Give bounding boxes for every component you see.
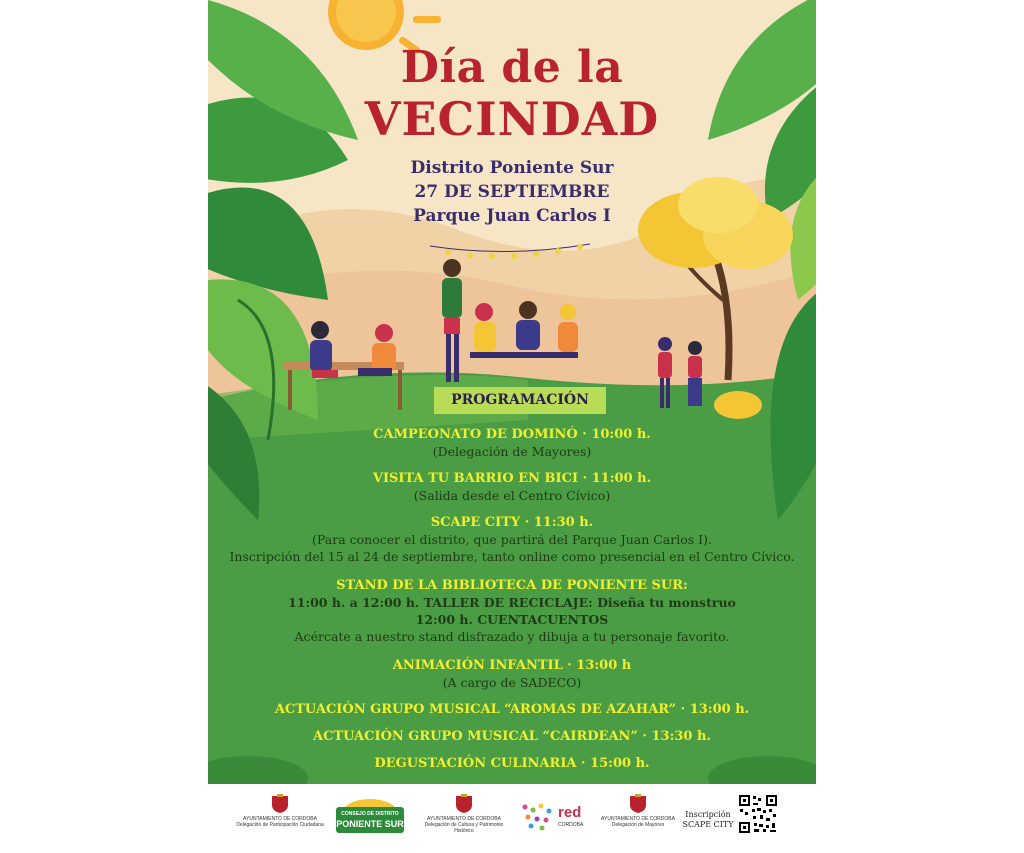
- logo-line1: AYUNTAMIENTO DE CORDOBA: [427, 816, 501, 822]
- program-item-heading: ANIMACIÓN INFANTIL · 13:00 h: [392, 658, 632, 673]
- program-item-detail: (Delegación de Mayores): [432, 444, 592, 459]
- poster-title-line2: VECINDAD: [364, 92, 660, 146]
- program-item: [208, 728, 816, 745]
- program-item-heading: CAMPEONATO DE DOMINÓ · 10:00 h.: [373, 427, 651, 442]
- city-shield-icon: [455, 794, 473, 814]
- logo-line2: PONIENTE SUR: [336, 819, 404, 829]
- program-item: [208, 514, 816, 565]
- logo-line2: Delegación de Mayores: [611, 822, 665, 828]
- event-date: 27 DE SEPTIEMBRE: [414, 182, 610, 202]
- logo-sub: CORDOBA: [558, 822, 584, 828]
- logo-line2: Delegación de Participación Ciudadana: [236, 822, 324, 828]
- event-venue: Parque Juan Carlos I: [413, 206, 611, 226]
- program-item-detail: Acércate a nuestro stand disfrazado y dibuja a tu personaje favorito.: [294, 629, 730, 644]
- program-item-detail: (Para conocer el distrito, que partirá del Parque Juan Carlos I).: [312, 532, 712, 547]
- program-item-heading: ACTUACIÓN GRUPO MUSICAL “AROMAS DE AZAHAR” · 13:00 h.: [274, 702, 750, 717]
- programacion-label: PROGRAMACIÓN: [434, 387, 606, 414]
- dots-pattern-icon: [520, 802, 554, 832]
- program-item: [208, 426, 816, 460]
- ayuntamiento-cultura-logo: [418, 794, 510, 834]
- poster-title-line1: Día de la: [400, 42, 624, 93]
- program-item: [208, 577, 816, 645]
- program-item-heading: STAND DE LA BIBLIOTECA DE PONIENTE SUR:: [336, 578, 688, 593]
- program-item-bold-detail: 11:00 h. a 12:00 h. TALLER DE RECICLAJE: Diseña tu monstruo: [288, 595, 736, 610]
- consejo-distrito-logo: [334, 797, 406, 835]
- program-item-detail: (A cargo de SADECO): [442, 675, 582, 690]
- program-item-heading: VISITA TU BARRIO EN BICI · 11:00 h.: [372, 471, 652, 486]
- ayuntamiento-mayores-logo: [598, 794, 678, 828]
- red-cordoba-logo: [520, 802, 590, 834]
- district-name: Distrito Poniente Sur: [410, 158, 614, 178]
- logo-line1: AYUNTAMIENTO DE CORDOBA: [601, 816, 675, 822]
- event-poster: [208, 0, 816, 784]
- program-item: [208, 657, 816, 691]
- program-item: [208, 701, 816, 718]
- scape-city-registration: [682, 810, 734, 830]
- sponsor-footer: [208, 784, 816, 853]
- program-item: [208, 470, 816, 504]
- scape-line2: SCAPE CITY: [682, 820, 734, 829]
- program-item-heading: DEGUSTACIÓN CULINARIA · 15:00 h.: [374, 756, 650, 771]
- program-item-detail: Inscripción del 15 al 24 de septiembre, tanto online como presencial en el Centro Cívico.: [229, 549, 795, 564]
- program-item-detail: (Salida desde el Centro Cívico): [413, 488, 611, 503]
- program-item-heading: SCAPE CITY · 11:30 h.: [430, 515, 594, 530]
- city-shield-icon: [629, 794, 647, 814]
- logo-line1: AYUNTAMIENTO DE CORDOBA: [243, 816, 317, 822]
- logo-line1: CONSEJO DE DISTRITO: [341, 811, 399, 817]
- qr-code-icon[interactable]: [738, 794, 778, 834]
- logo-line2: Delegación de Cultura y Patrimonio Histórico: [424, 822, 504, 834]
- scape-line1: Inscripción: [685, 810, 731, 819]
- program-item: [208, 755, 816, 772]
- logo-word: red: [558, 804, 582, 821]
- ayuntamiento-participacion-logo: [234, 794, 326, 828]
- program-item-bold-detail: 12:00 h. CUENTACUENTOS: [415, 612, 609, 627]
- program-item-heading: ACTUACIÓN GRUPO MUSICAL “CAIRDEAN” · 13:30 h.: [313, 729, 711, 744]
- city-shield-icon: [271, 794, 289, 814]
